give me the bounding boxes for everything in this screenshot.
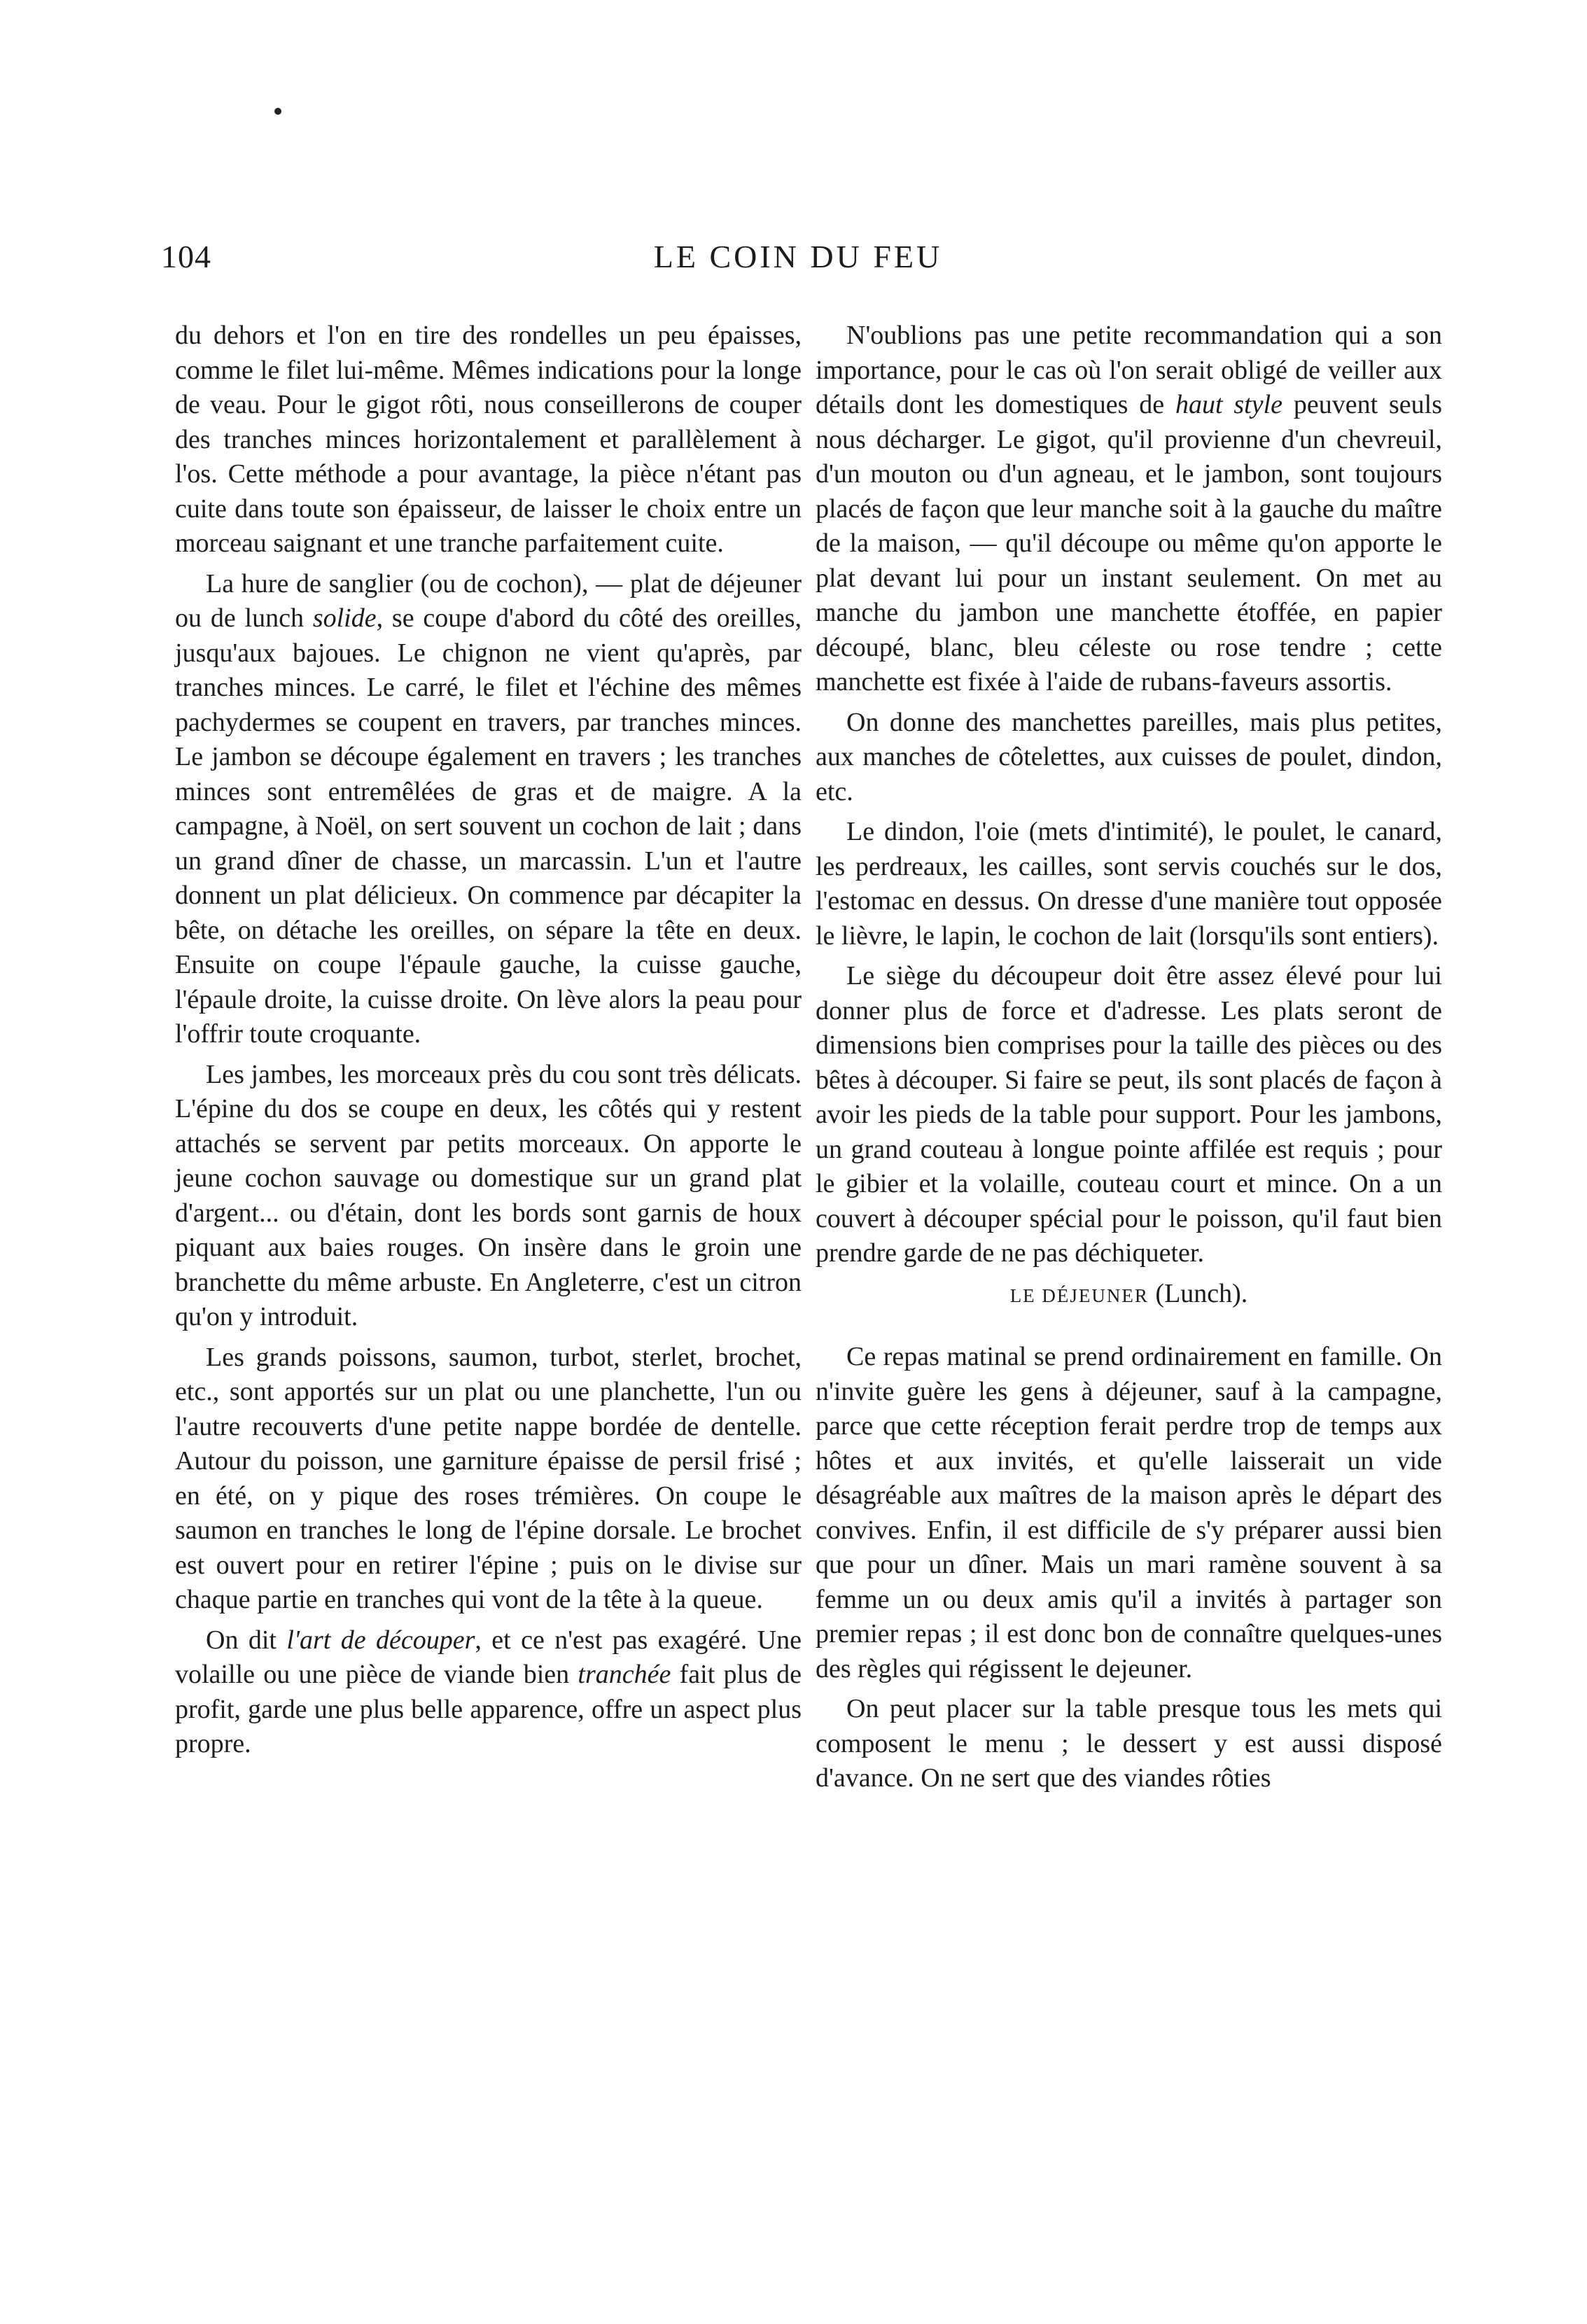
ink-speck — [274, 108, 281, 115]
paragraph — [816, 318, 1442, 700]
paragraph-text: N'oublions pas une petite recommandation qui a son importance, pour le cas où l'on serait obligé de veiller aux détails dont les domestiques de — [816, 321, 1442, 419]
paragraph — [175, 1623, 802, 1762]
paragraph: Les jambes, les morceaux près du cou sont très délicats. L'épine du dos se coupe en deux, les côtés qui y restent attachés se servent par petits morceaux. On apporte le jeune cochon sauvage ou domestique sur un grand plat d'argent... ou d'étain, dont les bords sont garnis de houx piquant aux baies rouges. On insère dans le groin une branchette du même arbuste. En Angleterre, c'est un citron qu'on y introduit. — [175, 1059, 802, 1331]
section-heading — [816, 1277, 1442, 1314]
left-column — [175, 318, 802, 1768]
running-title: LE COIN DU FEU — [653, 239, 943, 274]
paragraph-text: fait plus de profit, garde une plus belle apparence, offre un aspect plus propre. — [175, 1660, 802, 1758]
section-heading-smallcaps: LE DÉJEUNER — [1009, 1284, 1149, 1306]
page-header — [161, 238, 1435, 287]
italic-text: solide — [312, 603, 377, 633]
paragraph: du dehors et l'on en tire des rondelles un peu épaisses, comme le filet lui-même. Mêmes indications pour la longe de veau. Pour le gigot rôti, nous conseillerons de couper des tranches minces horizontalement et parallèlement à l'os. Cette méthode a pour avantage, la pièce n'étant pas cuite dans toute son épaisseur, de laisser le choix entre un morceau saignant et une tranche parfaitement cuite. — [175, 321, 802, 558]
paragraph — [175, 567, 802, 1052]
paragraph: Le dindon, l'oie (mets d'intimité), le poulet, le canard, les perdreaux, les cailles, sont servis couchés sur le dos, l'estomac en dessus. On dresse d'une manière tout opposée le lièvre, le lapin, le cochon de lait (lorsqu'ils sont entiers). — [816, 817, 1442, 951]
paragraph: On donne des manchettes pareilles, mais plus petites, aux manches de côtelettes, aux cuisses de poulet, dindon, etc. — [816, 707, 1442, 806]
right-column — [816, 318, 1442, 1802]
paragraph: Ce repas matinal se prend ordinairement en famille. On n'invite guère les gens à déjeuner, sauf à la campagne, parce que cette réception ferait perdre trop de temps aux hôtes et aux invités, et qu'elle laisserait un vide désagréable aux maîtres de la maison après le départ des convives. Enfin, il est difficile de s'y préparer aussi bien que pour un dîner. Mais un mari ramène souvent à sa femme un ou deux amis qu'il a invités à partager son premier repas ; il est donc bon de connaître quelques-unes des règles qui régissent le dejeuner. — [816, 1342, 1442, 1684]
section-heading-rest: (Lunch). — [1148, 1278, 1248, 1308]
paragraph: Les grands poissons, saumon, turbot, sterlet, brochet, etc., sont apportés sur un plat ou une planchette, l'un ou l'autre recouverts d'une petite nappe bordée de dentelle. Autour du poisson, une garniture épaisse de persil frisé ; en été, on y pique des roses trémières. On coupe le saumon en tranches le long de l'épine dorsale. Le brochet est ouvert pour en retirer l'épine ; puis on le divise sur chaque partie en tranches qui vont de la tête à la queue. — [175, 1342, 802, 1614]
italic-text: l'art de découper — [286, 1625, 475, 1655]
paragraph-text: peuvent seuls nous décharger. Le gigot, qu'il provienne d'un chevreuil, d'un mouton ou d'un agneau, et le jambon, sont toujours placés de façon que leur manche soit à la gauche du maître de la maison, — qu'il découpe ou même qu'on apporte le plat devant lui pour un instant seulement. On met au manche du jambon une manchette étoffée, en papier découpé, blanc, bleu céleste ou rose tendre ; cette manchette est fixée à l'aide de rubans-faveurs assortis. — [816, 390, 1442, 696]
page-number: 104 — [161, 239, 211, 274]
italic-text: haut style — [1175, 390, 1283, 419]
italic-text: tranchée — [578, 1660, 671, 1689]
paragraph-text: , se coupe d'abord du côté des oreilles, jusqu'aux bajoues. Le chignon ne vient qu'après, par tranches minces. Le carré, le filet et l'échine des mêmes pachydermes se coupent en travers, par tranches minces. Le jambon se découpe également en travers ; les tranches minces sont entremêlées de gras et de maigre. A la campagne, à Noël, on sert souvent un cochon de lait ; dans un grand dîner de chasse, un marcassin. L'un et l'autre donnent un plat délicieux. On commence par décapiter la bête, on détache les oreilles, on sépare la tête en deux. Ensuite on coupe l'épaule gauche, la cuisse gauche, l'épaule droite, la cuisse droite. On lève alors la peau pour l'offrir toute croquante. — [175, 603, 802, 1049]
paragraph-text: , et ce n'est pas exagéré. Une volaille ou une pièce de viande bien — [175, 1625, 802, 1689]
paragraph: Le siège du découpeur doit être assez élevé pour lui donner plus de force et d'adresse. Les plats seront de dimensions bien comprises pour la taille des pièces ou des bêtes à découper. Si faire se peut, ils sont placés de façon à avoir les pieds de la table pour support. Pour les jambons, un grand couteau à longue pointe affilée est requis ; pour le gibier et la volaille, couteau court et mince. On a un couvert à découper spécial pour le poisson, qu'il faut bien prendre garde de ne pas déchiqueter. — [816, 961, 1442, 1268]
paragraph: On peut placer sur la table presque tous les mets qui composent le menu ; le dessert y est aussi disposé d'avance. On ne sert que des viandes rôties — [816, 1694, 1442, 1793]
paragraph-text: On dit — [206, 1625, 287, 1655]
paragraph-text: La hure de sanglier (ou de cochon), — plat de déjeuner ou de lunch — [175, 568, 802, 633]
